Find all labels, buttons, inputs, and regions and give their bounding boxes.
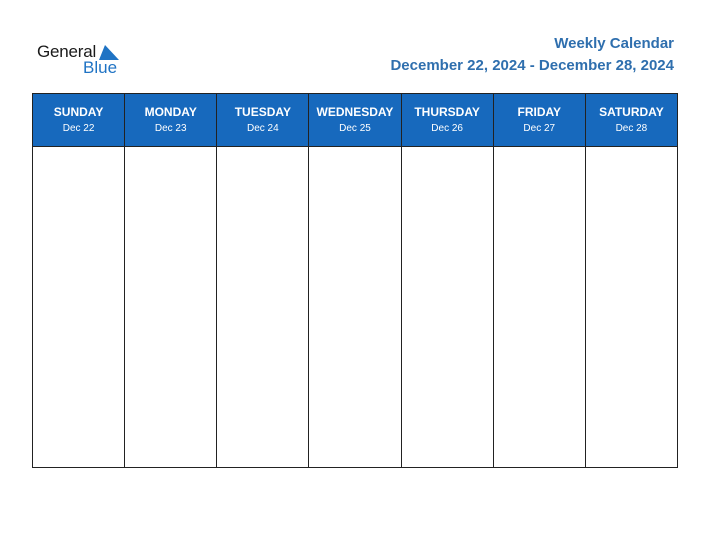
day-name: FRIDAY: [517, 105, 562, 119]
day-column-wednesday: [309, 94, 401, 467]
day-column-friday: [494, 94, 586, 467]
day-date: Dec 24: [247, 123, 279, 134]
day-column-tuesday: [217, 94, 309, 467]
day-date: Dec 26: [431, 123, 463, 134]
day-name: WEDNESDAY: [316, 105, 394, 119]
day-date: Dec 27: [523, 123, 556, 134]
day-column-thursday: [402, 94, 494, 467]
day-cell[interactable]: [125, 147, 216, 467]
logo-blue-text: Blue: [83, 58, 118, 77]
day-cell[interactable]: [309, 147, 400, 467]
date-range: December 22, 2024 - December 28, 2024: [390, 57, 674, 74]
day-header: [494, 94, 585, 147]
day-header: [125, 94, 216, 147]
logo: [37, 42, 127, 78]
day-cell[interactable]: [586, 147, 677, 467]
day-cell[interactable]: [402, 147, 493, 467]
day-column-sunday: [33, 94, 125, 467]
day-header: [586, 94, 677, 147]
weekly-calendar-grid: [32, 93, 678, 468]
logo-general-text: General: [37, 42, 97, 61]
day-header: [33, 94, 124, 147]
title-block: [390, 34, 674, 76]
day-cell[interactable]: [33, 147, 124, 467]
day-date: Dec 22: [62, 123, 95, 134]
day-column-saturday: [586, 94, 677, 467]
day-column-monday: [125, 94, 217, 467]
day-header: [309, 94, 400, 147]
day-date: Dec 25: [339, 123, 371, 134]
page-title: Weekly Calendar: [554, 35, 674, 52]
day-date: Dec 28: [615, 123, 648, 134]
day-name: SUNDAY: [53, 105, 104, 119]
day-header: [402, 94, 493, 147]
day-date: Dec 23: [154, 123, 187, 134]
day-cell[interactable]: [494, 147, 585, 467]
day-name: THURSDAY: [414, 105, 480, 119]
day-header: [217, 94, 308, 147]
day-name: SATURDAY: [599, 105, 664, 119]
day-name: TUESDAY: [234, 105, 291, 119]
day-cell[interactable]: [217, 147, 308, 467]
day-name: MONDAY: [144, 105, 197, 119]
